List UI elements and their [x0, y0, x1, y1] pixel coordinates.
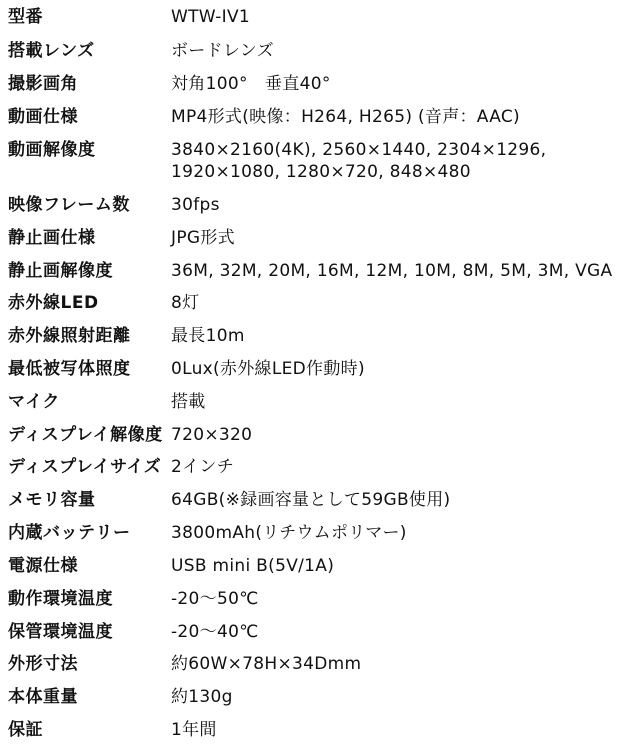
spec-value — [171, 40, 274, 62]
spec-label: マイク — [8, 392, 60, 412]
spec-value-line: 30fps — [171, 195, 220, 215]
spec-value — [171, 106, 520, 128]
spec-label: 最低被写体照度 — [8, 359, 131, 379]
spec-label: 型番 — [8, 7, 43, 27]
spec-value — [171, 522, 407, 544]
spec-value-line: MP4形式(映像：H264, H265) (音声：AAC) — [171, 107, 520, 127]
spec-label: 静止画解像度 — [8, 261, 113, 281]
spec-label: ディスプレイ解像度 — [8, 425, 163, 445]
spec-value — [171, 456, 234, 478]
spec-value — [171, 489, 450, 511]
spec-value-line: 1920×1080, 1280×720, 848×480 — [171, 162, 471, 182]
spec-label: 撮影画角 — [8, 74, 78, 94]
spec-label: 動作環境温度 — [8, 589, 113, 609]
spec-value-line: -20～50℃ — [171, 589, 259, 609]
spec-value-line: 搭載 — [171, 392, 206, 412]
spec-value — [171, 292, 199, 314]
spec-value — [171, 6, 250, 28]
spec-value — [171, 139, 546, 183]
spec-value-line: 64GB(※録画容量として59GB使用) — [171, 490, 451, 510]
spec-value — [171, 391, 206, 413]
spec-label: ディスプレイサイズ — [8, 457, 162, 477]
spec-value — [171, 686, 233, 708]
spec-label: 保証 — [8, 720, 43, 740]
spec-value — [171, 227, 235, 249]
spec-value — [171, 555, 334, 577]
spec-value-line: 約60W×78H×34Dmm — [171, 654, 362, 674]
spec-label: 動画仕様 — [8, 107, 78, 127]
spec-label: 静止画仕様 — [8, 228, 96, 248]
spec-label: 保管環境温度 — [8, 622, 113, 642]
spec-value-line: WTW-IV1 — [171, 7, 251, 27]
spec-value-line: 対角100° 垂直40° — [171, 74, 331, 94]
spec-value — [171, 260, 612, 282]
spec-value-line: 最長10m — [171, 326, 245, 346]
spec-label: 動画解像度 — [8, 140, 96, 160]
spec-value — [171, 719, 217, 741]
spec-label: 赤外線LED — [8, 293, 99, 313]
spec-value — [171, 621, 259, 643]
spec-value — [171, 194, 220, 216]
spec-value-line: 8灯 — [171, 293, 200, 313]
spec-value-line: 720×320 — [171, 425, 253, 445]
spec-value-line: 3800mAh(リチウムポリマー) — [171, 523, 407, 543]
spec-value-line: 3840×2160(4K), 2560×1440, 2304×1296, — [171, 140, 547, 160]
spec-value — [171, 588, 259, 610]
spec-value-line: 0Lux(赤外線LED作動時) — [171, 359, 365, 379]
spec-value-line: -20～40℃ — [171, 622, 259, 642]
spec-value-line: 1年間 — [171, 720, 217, 740]
spec-label: 搭載レンズ — [8, 41, 95, 61]
spec-value — [171, 325, 245, 347]
spec-value — [171, 358, 365, 380]
spec-value-line: JPG形式 — [171, 228, 235, 248]
spec-value-line: 2インチ — [171, 457, 235, 477]
spec-label: 電源仕様 — [8, 556, 78, 576]
spec-value-line: USB mini B(5V/1A) — [171, 556, 335, 576]
spec-value — [171, 73, 331, 95]
spec-value-line: ボードレンズ — [171, 41, 274, 61]
spec-value-line: 約130g — [171, 687, 233, 707]
spec-value — [171, 653, 361, 675]
spec-label: 外形寸法 — [8, 654, 78, 674]
spec-value — [171, 424, 252, 446]
spec-label: 赤外線照射距離 — [8, 326, 131, 346]
spec-label: 本体重量 — [8, 687, 78, 707]
spec-label: メモリ容量 — [8, 490, 96, 510]
spec-value-line: 36M, 32M, 20M, 16M, 12M, 10M, 8M, 5M, 3M, VGA — [171, 261, 613, 281]
spec-label: 内蔵バッテリー — [8, 523, 131, 543]
spec-label: 映像フレーム数 — [8, 195, 130, 215]
